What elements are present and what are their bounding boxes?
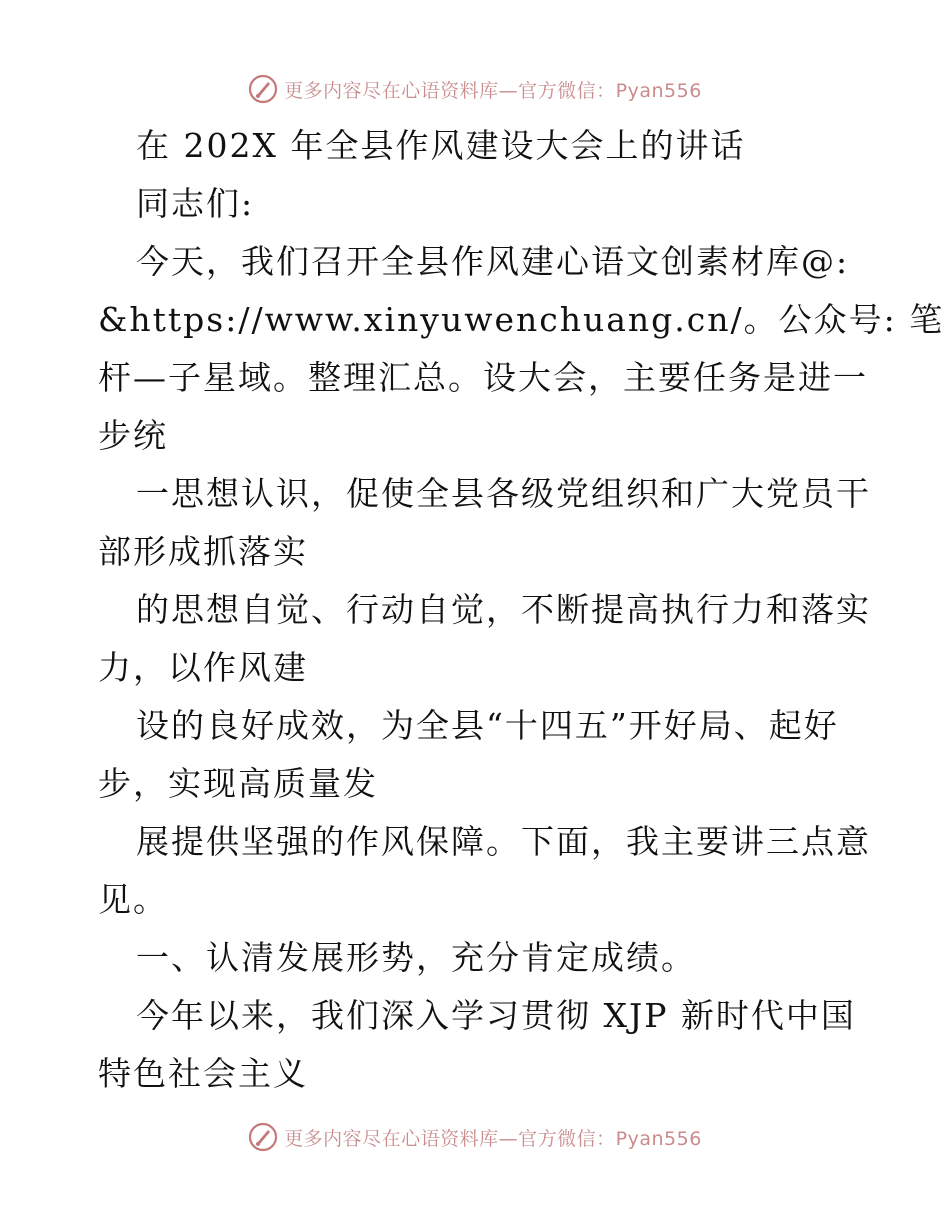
text-line: 一、认清发展形势，充分肯定成绩。 xyxy=(136,938,696,977)
text-line: 设的良好成效，为全县“十四五”开好局、起好 xyxy=(136,706,839,745)
text-line: 力，以作风建 xyxy=(98,648,308,687)
text-line: 步，实现高质量发 xyxy=(98,764,378,803)
text-line: 杆—子星域。整理汇总。设大会，主要任务是进一 xyxy=(98,358,868,397)
text-line: 同志们: xyxy=(136,184,255,223)
text-line: 见。 xyxy=(98,880,168,919)
text-line: 今年以来，我们深入学习贯彻 XJP 新时代中国 xyxy=(136,996,856,1035)
text-line: 特色社会主义 xyxy=(98,1054,308,1093)
quill-pen-icon xyxy=(248,74,278,104)
text-line: 在 202X 年全县作风建设大会上的讲话 xyxy=(136,126,746,165)
header-watermark xyxy=(0,74,950,104)
text-line: 部形成抓落实 xyxy=(98,532,308,571)
watermark-text: 更多内容尽在心语资料库—官方微信：Pyan556 xyxy=(284,79,702,102)
text-line: 一思想认识，促使全县各级党组织和广大党员干 xyxy=(136,474,871,513)
text-line: &https://www.xinyuwenchuang.cn/。公众号: 笔 xyxy=(98,300,945,339)
watermark-text: 更多内容尽在心语资料库—官方微信：Pyan556 xyxy=(284,1127,702,1150)
footer-watermark xyxy=(0,1122,950,1152)
text-line: 步统 xyxy=(98,416,168,455)
text-line: 展提供坚强的作风保障。下面，我主要讲三点意 xyxy=(136,822,871,861)
document-body xyxy=(98,122,945,1108)
text-line: 今天，我们召开全县作风建心语文创素材库@: xyxy=(136,242,850,281)
text-line: 的思想自觉、行动自觉，不断提高执行力和落实 xyxy=(136,590,871,629)
quill-pen-icon xyxy=(248,1122,278,1152)
